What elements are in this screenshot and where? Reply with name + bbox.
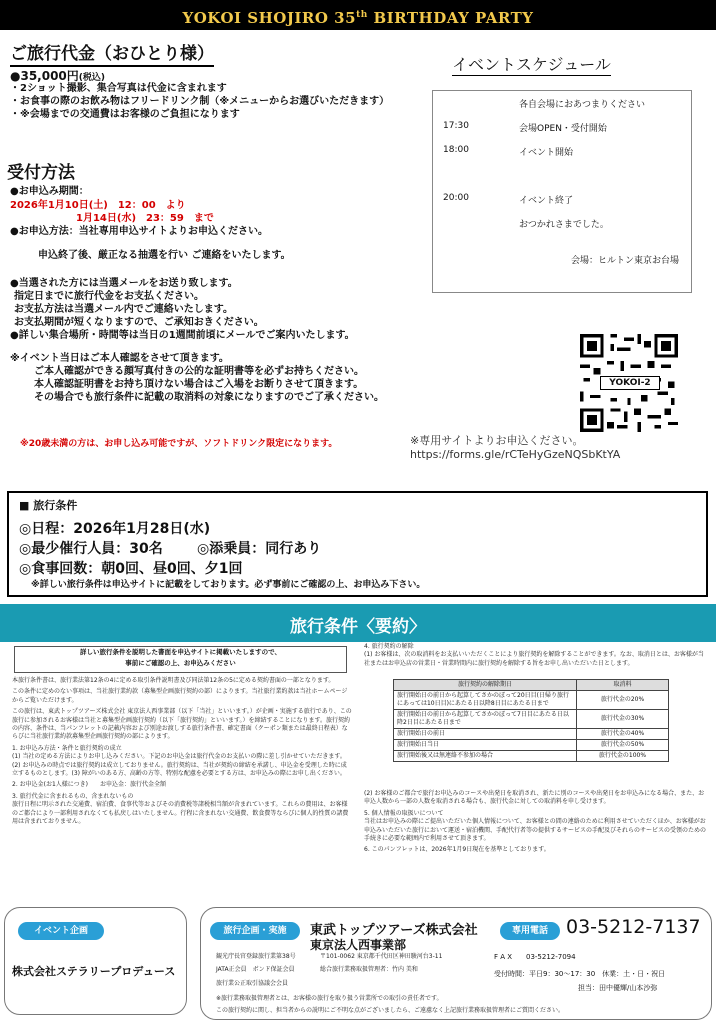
lottery-note: 申込終了後、厳正なる抽選を行い ご連絡をいたします。 bbox=[38, 250, 291, 261]
schedule-time: 17:30 bbox=[443, 121, 469, 131]
table-row bbox=[394, 691, 669, 710]
summary-right-after bbox=[364, 790, 706, 855]
reception-heading: 受付方法 bbox=[7, 163, 75, 183]
table-cell: 旅行開始日の前日 bbox=[394, 729, 577, 740]
schedule-time: 18:00 bbox=[443, 145, 469, 155]
table-row bbox=[394, 710, 669, 729]
id-check-line: ※イベント当日はご本人確認をさせて頂きます。 bbox=[10, 353, 229, 364]
table-row bbox=[394, 729, 669, 740]
phone-number[interactable]: 03-5212-7137 bbox=[566, 916, 701, 938]
cancellation-heading: 4. 旅行契約の解除 bbox=[364, 643, 414, 650]
venue: 会場：ヒルトン東京お台場 bbox=[571, 256, 680, 266]
manager-note: ※旅行業務取扱管理者とは、お客様の旅行を取り扱う営業所での取引の責任者です。 bbox=[216, 995, 443, 1002]
minor-notice: ※20歳未満の方は、お申し込み可能ですが、ソフトドリンク限定になります。 bbox=[20, 439, 338, 449]
price-tax: (税込) bbox=[78, 73, 106, 83]
table-row bbox=[394, 751, 669, 762]
summary-paragraph: 本旅行条件書は、旅行業法第12条の4に定める取引条件説明書及び同法第12条の5に定める契約書面の一部となります。 bbox=[12, 677, 335, 684]
application-period-end: 1月14日(水) 23：59 まで bbox=[76, 213, 214, 224]
winner-line: ●詳しい集合場所・時間等は当日の1週間前頃にメールでご案内いたします。 bbox=[10, 330, 355, 341]
summary-notice-box bbox=[14, 646, 347, 673]
application-method: ●お申込方法：当社専用申込サイトよりお申込ください。 bbox=[10, 226, 269, 237]
schedule-box bbox=[432, 90, 692, 293]
company-address: 〒101-0062 東京都千代田区神田駿河台3-11 bbox=[320, 953, 443, 960]
office-hours: 受付時間：平日9：30～17：30 休業：土・日・祝日 bbox=[494, 970, 666, 978]
table-cell: 旅行代金の30% bbox=[577, 710, 669, 729]
table-header-row bbox=[394, 680, 669, 691]
price-line: ・2ショット撮影、集合写真は代金に含まれます bbox=[10, 83, 227, 94]
staff-names: 担当：田中優輝/山本沙弥 bbox=[578, 984, 658, 992]
table-cell: 旅行代金の20% bbox=[577, 691, 669, 710]
winner-line: お支払方法は当選メール内でご連絡いたします。 bbox=[14, 304, 233, 315]
summary-paragraph: 2. お申込金(お1人様につき) お申込金：旅行代金全額 bbox=[12, 781, 167, 789]
summary-paragraph: 1. お申込み方法・条件と旅行契約の成立 bbox=[12, 744, 122, 752]
association-membership: 旅行業公正取引協議会会員 bbox=[216, 980, 289, 987]
travel-manager: 総合旅行業務取扱管理者：竹内 美和 bbox=[320, 966, 418, 973]
jata-membership: JATA正会員 ボンド保証会員 bbox=[216, 966, 295, 973]
event-banner bbox=[0, 0, 716, 30]
price-line: ・お食事の際のお飲み物はフリードリンク制（※メニューからお選びいただきます） bbox=[10, 96, 390, 107]
id-check-line: その場合でも旅行条件に記載の取消料の対象になりますのでご了承ください。 bbox=[34, 392, 384, 403]
min-participants: ◎最少催行人員：30名 bbox=[19, 541, 163, 557]
qr-note: ※専用サイトよりお申込ください。 bbox=[410, 434, 584, 447]
table-cell: 旅行開始日の前日から起算してさかのぼって7日目にあたる日以降2日目にあたる日まで bbox=[394, 710, 577, 729]
application-period-start: 2026年1月10日(土) 12：00 より bbox=[10, 200, 186, 211]
bottom-note: この旅行契約に関し、担当者からの説明にご不明な点がございましたら、ご遠慮なく上記旅行業務取扱管理者にご質問ください。 bbox=[216, 1007, 565, 1014]
winner-line: お支払期間が短くなりますので、ご承知おきください。 bbox=[14, 317, 264, 328]
company-division: 東京法人西事業部 bbox=[310, 938, 407, 952]
table-row bbox=[394, 740, 669, 751]
table-header: 旅行契約の解除期日 bbox=[394, 680, 577, 691]
registration: 観光庁長官登録旅行業第38号 bbox=[216, 953, 296, 960]
banner-title: YOKOI SHOJIRO 35 bbox=[182, 9, 357, 27]
banner-sup: th bbox=[356, 10, 368, 20]
price-value: ●35,000円 bbox=[10, 69, 79, 83]
summary-paragraph: この旅行は、東武トップツアーズ株式会社 東京法人西事業部（以下「当社」といいます。）が企画・実施する旅行であり、この旅行に参加されるお客様は当社と募集型企画旅行契約（以下「旅行契約」といいます。）を締結することになります。旅行契約の内容、条件は、当パンフレットの記載内容および別途お渡しする旅行条件書、確定書面（クーポン類または最終日程表）ならびに当社旅行業約款募集型企画旅行契約の部によります。 bbox=[12, 708, 352, 741]
schedule-text: 各自会場におあつまりください bbox=[519, 100, 646, 110]
summary-notice-line: 事前にご確認の上、お申込みください bbox=[125, 659, 236, 667]
schedule-time: 20:00 bbox=[443, 193, 469, 203]
id-check-line: 本人確認証明書をお持ち頂けない場合はご入場をお断りさせて頂きます。 bbox=[34, 379, 364, 390]
signup-link[interactable]: https://forms.gle/rCTeHyGzeNQSbKtYA bbox=[410, 448, 621, 461]
summary-notice-line: 詳しい旅行条件を説明した書面を申込サイトに掲載いたしますので、 bbox=[80, 648, 281, 656]
winner-line: 指定日までに旅行代金をお支払ください。 bbox=[14, 291, 204, 302]
summary-paragraph: 旅行日程に明示された交通費、宿泊費、食事代等およびその消費税等諸税相当額が含まれています。これらの費用は、お客様のご都合により一部利用されなくても払戻しはいたしません。行程に含まれない交通費、飲食費等ならびに個人的性質の諸費用は含まれておりません。 bbox=[12, 801, 349, 826]
summary-paragraph: 6. このパンフレットは、2026年1月9日現在を基準としております。 bbox=[364, 846, 550, 854]
fax-number: 03-5212-7094 bbox=[526, 953, 576, 961]
summary-paragraph: 当社はお申込みの際にご提出いただいた個人情報について、お客様との間の連絡のために利用させていただくほか、お客様がお申込みいただいた旅行において運送・宿泊機関、手配代行者等の提供するサービスの手配及びそれらのサービスの受領のための手続きに必要な範囲内で利用させて頂きます。 bbox=[364, 818, 707, 843]
cancellation-table bbox=[393, 679, 669, 762]
event-organizer-pill: イベント企画 bbox=[18, 922, 104, 940]
banner-rest: BIRTHDAY PARTY bbox=[367, 9, 534, 27]
schedule-heading: イベントスケジュール bbox=[452, 52, 611, 76]
conditions-note: ※詳しい旅行条件は申込サイトに記載をしております。必ず事前にご確認の上、お申込み下さい。 bbox=[31, 580, 426, 590]
tour-date: ◎日程：2026年1月28日(水) bbox=[19, 521, 211, 537]
schedule-text: イベント開始 bbox=[519, 148, 574, 158]
summary-paragraph: (1) 当社の定める方法によりお申し込みください。下記のお申込金は旅行代金のお支払いの際に差し引かせていただきます。(2) お申込みの時点では旅行契約は成立しておりません。旅行契約は、当社が契約の締結を承諾し、申込金を受理した時に成立するものとします。(3) 障がいのある方、高齢の方等、特別な配慮を必要とする方は、お申込みの際にお申し出ください。 bbox=[12, 753, 347, 778]
phone-pill: 専用電話 bbox=[500, 922, 560, 940]
conditions-box bbox=[7, 491, 708, 597]
schedule-text: 会場OPEN・受付開始 bbox=[519, 124, 607, 134]
table-cell: 旅行代金の100% bbox=[577, 751, 669, 762]
summary-paragraph: (2) お客様のご都合で旅行お申込みのコースや出発日を取消され、新たに別のコースや出発日をお申込みになる場合、また、お申込人数から一部の人数を取消される場合も、旅行代金に対しての取消料を申し受けます。 bbox=[364, 790, 705, 806]
summary-paragraph: この条件に定めのない事項は、当社旅行業約款（募集型企画旅行契約の部）によります。当社旅行業約款は当社ホームページからご覧いただけます。 bbox=[12, 688, 348, 704]
qr-label: YOKOI-2 bbox=[600, 376, 660, 390]
id-check-line: ご本人確認ができる顔写真付きの公的な証明書等を必ずお持ちください。 bbox=[34, 366, 364, 377]
event-organizer-name: 株式会社ステラリープロデュース bbox=[12, 965, 176, 978]
conditions-heading: ■ 旅行条件 bbox=[19, 499, 78, 512]
summary-paragraph: 5. 個人情報の取扱いについて bbox=[364, 809, 444, 817]
company-name: 東武トップツアーズ株式会社 bbox=[310, 923, 478, 938]
price-heading: ご旅行代金（おひとり様） bbox=[10, 39, 214, 67]
schedule-text: イベント終了 bbox=[519, 196, 574, 206]
schedule-text: おつかれさまでした。 bbox=[519, 220, 609, 230]
table-cell: 旅行開始日当日 bbox=[394, 740, 577, 751]
table-cell: 旅行開始後又は無連絡不参加の場合 bbox=[394, 751, 577, 762]
summary-paragraph: 3. 旅行代金に含まれるもの、含まれないもの bbox=[12, 792, 134, 800]
table-cell: 旅行開始日の前日から起算してさかのぼって20日目(日帰り旅行にあっては10日目)にあたる日以降8日目にあたる日まで bbox=[394, 691, 577, 710]
table-cell: 旅行代金の40% bbox=[577, 729, 669, 740]
travel-organizer-pill: 旅行企画・実施 bbox=[210, 922, 300, 940]
summary-left-column bbox=[12, 677, 352, 827]
winner-line: ●当選された方には当選メールをお送り致します。 bbox=[10, 278, 238, 289]
meal-count: ◎食事回数：朝0回、昼0回、夕1回 bbox=[19, 561, 243, 577]
escort: ◎添乗員：同行あり bbox=[197, 541, 322, 557]
summary-title: 旅行条件〈要約〉 bbox=[290, 617, 426, 637]
table-header: 取消料 bbox=[577, 680, 669, 691]
application-period-label: ●お申込み期間： bbox=[10, 186, 89, 197]
price-line: ・※会場までの交通費はお客様のご負担になります bbox=[10, 109, 240, 120]
summary-right-intro bbox=[364, 643, 706, 668]
cancellation-intro: (1) お客様は、次の取消料をお支払いいただくことにより旅行契約を解除することができます。なお、取消日とは、お客様が当社またはお申込店の営業日・営業時間内に旅行契約を解除する旨をお申し出いただいた日とします。 bbox=[364, 651, 704, 667]
table-cell: 旅行代金の50% bbox=[577, 740, 669, 751]
fax-label: F A X bbox=[494, 953, 513, 961]
